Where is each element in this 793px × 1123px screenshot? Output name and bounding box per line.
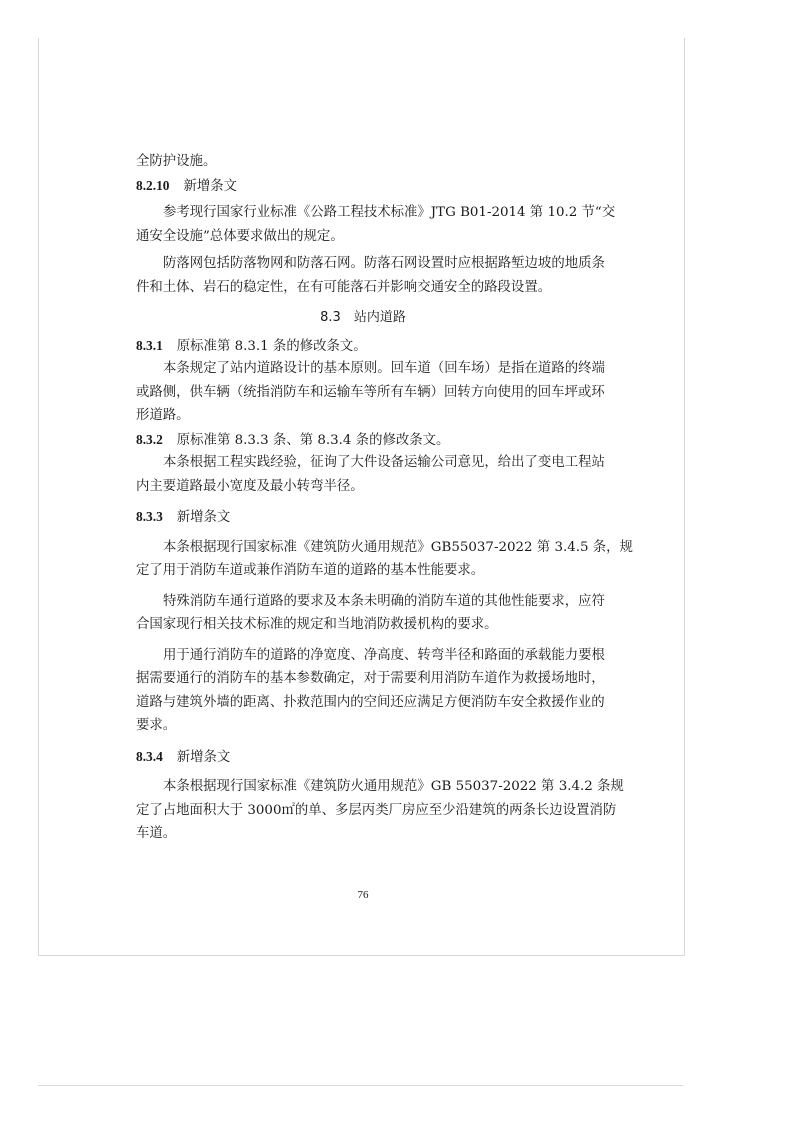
- paragraph-line: 道路与建筑外墙的距离、扑救范围内的空间还应满足方便消防车安全救援作业的: [136, 694, 605, 710]
- paragraph-line: 防落网包括防落物网和防落石网。防落石网设置时应根据路堑边坡的地质条: [163, 256, 605, 271]
- paragraph-line: 内主要道路最小宽度及最小转弯半径。: [136, 478, 364, 494]
- paragraph-line: 特殊消防车通行道路的要求及本条未明确的消防车道的其他性能要求，应符: [163, 593, 605, 609]
- clause-header: [136, 745, 590, 769]
- paragraph-line: 定了用于消防车道或兼作消防车道的道路的基本性能要求。: [136, 563, 485, 578]
- paragraph-line: 据需要通行的消防车的基本参数确定，对于需要利用消防车道作为救援场地时，: [136, 671, 605, 686]
- clause-title: 原标准第 8.3.3 条、第 8.3.4 条的修改条文。: [176, 432, 450, 448]
- paragraph-line: 本条规定了站内道路设计的基本原则。回车道（回车场）是指在道路的终端: [163, 361, 605, 376]
- paragraph-line: 参考现行国家行业标准《公路工程技术标准》JTG B01-2014 第 10.2 节“交: [163, 205, 616, 220]
- clause-header: [136, 174, 590, 198]
- clause-header: [136, 334, 590, 358]
- clause-number: 8.3.1: [136, 337, 163, 353]
- clause-title: 新增条文: [176, 749, 231, 765]
- paragraph-line: 本条根据现行国家标准《建筑防火通用规范》GB 55037-2022 第 3.4.2 条规: [163, 779, 624, 794]
- document-body: [136, 150, 633, 846]
- clause-title: 新增条文: [183, 178, 238, 194]
- clause-number: 8.3.4: [136, 748, 163, 764]
- section-heading: 8.3 站内道路: [320, 310, 406, 325]
- paragraph-line: 定了占地面积大于 3000㎡的单、多层丙类厂房应至少沿建筑的两条长边设置消防: [136, 802, 617, 818]
- clause-number: 8.3.2: [136, 431, 163, 447]
- paragraph-line: 件和土体、岩石的稳定性，在有可能落石并影响交通安全的路段设置。: [136, 279, 552, 295]
- clause-header: [136, 428, 590, 452]
- page-number: 76: [357, 889, 369, 901]
- paragraph-line: 合国家现行相关技术标准的规定和当地消防救援机构的要求。: [136, 617, 498, 632]
- divider: [38, 1085, 683, 1086]
- clause-header: [136, 505, 590, 529]
- paragraph-line: 形道路。: [136, 408, 190, 423]
- clause-title: 新增条文: [176, 510, 231, 525]
- paragraph-line: 用于通行消防车的道路的净宽度、净高度、转弯半径和路面的承载能力要根: [163, 647, 605, 663]
- paragraph-line: 车道。: [136, 826, 177, 841]
- paragraph-line: 本条根据工程实践经验，征询了大件设备运输公司意见，给出了变电工程站: [163, 455, 605, 470]
- paragraph-line: 要求。: [136, 718, 177, 733]
- paragraph-line: 本条根据现行国家标准《建筑防火通用规范》GB55037-2022 第 3.4.5 条，规: [163, 539, 633, 555]
- paragraph-line: 全防护设施。: [136, 154, 217, 169]
- paragraph-line: 或路侧，供车辆（统指消防车和运输车等所有车辆）回转方向使用的回车坪或环: [136, 384, 605, 400]
- clause-number: 8.2.10: [136, 177, 170, 193]
- clause-number: 8.3.3: [136, 509, 163, 524]
- clause-title: 原标准第 8.3.1 条的修改条文。: [176, 338, 367, 354]
- paragraph-line: 通安全设施”总体要求做出的规定。: [136, 228, 344, 244]
